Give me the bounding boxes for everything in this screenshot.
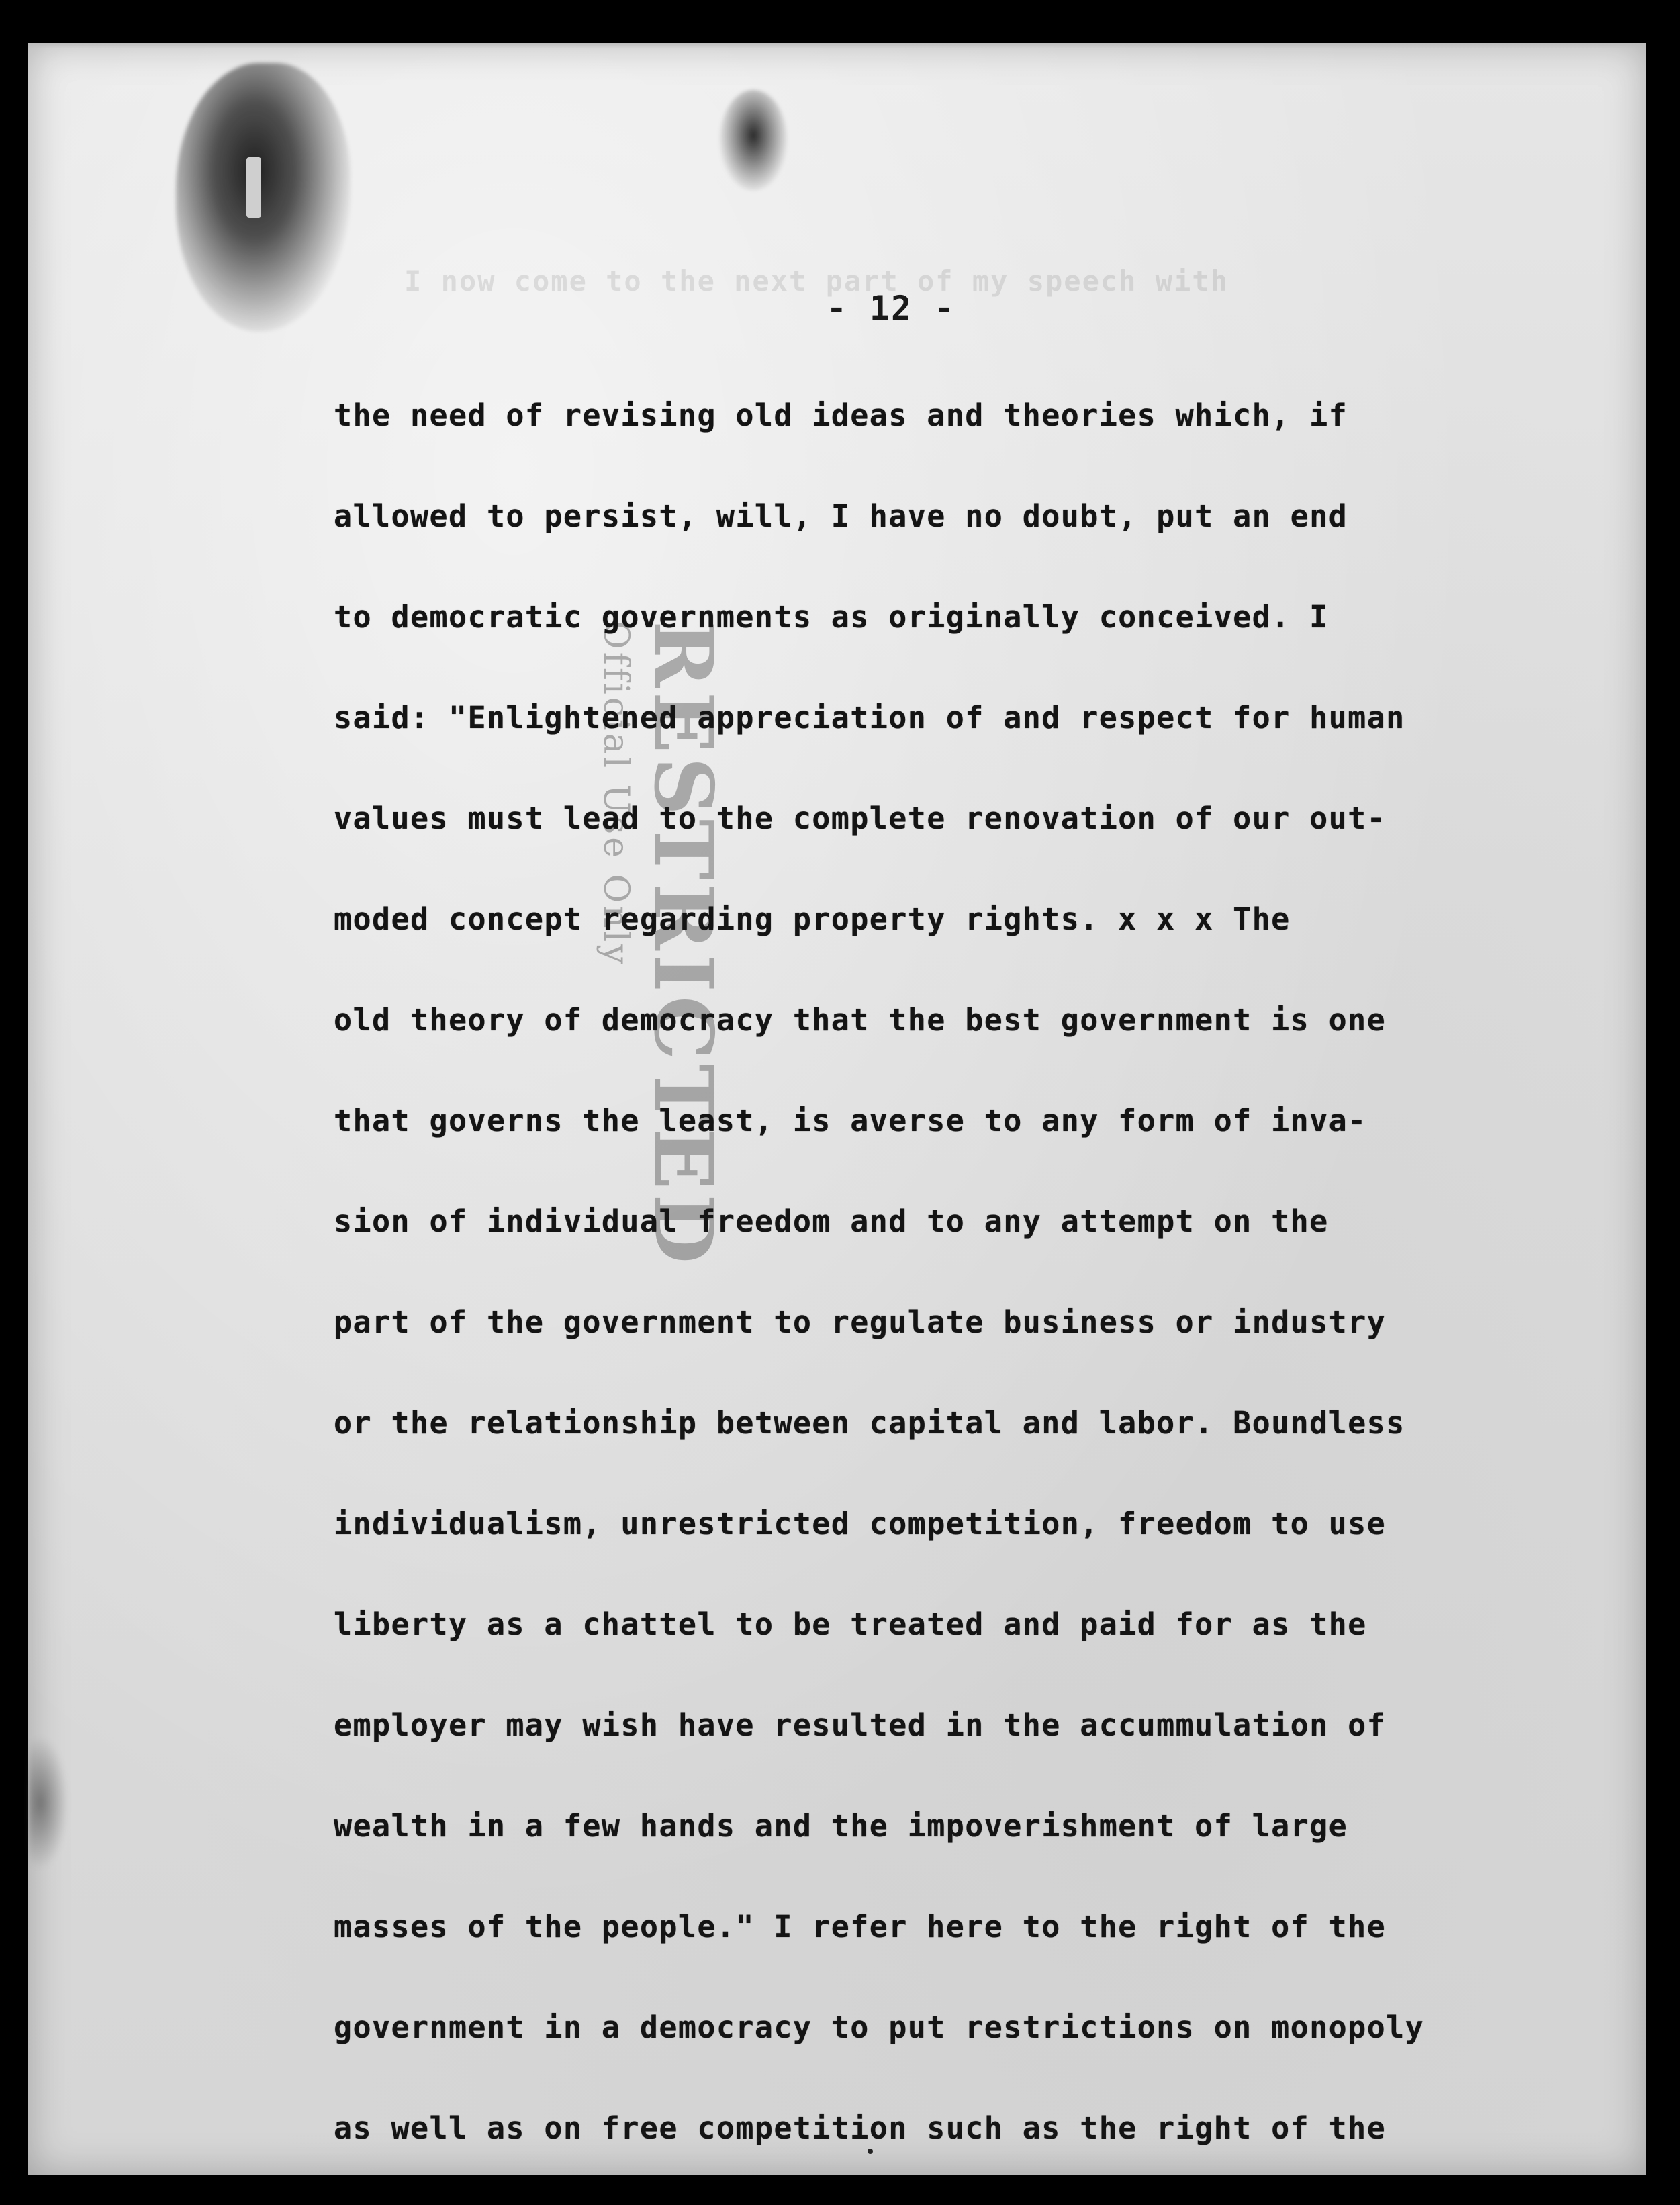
page-number: - 12 - <box>826 289 956 328</box>
text-line: to democratic governments as originally conceived. I <box>334 599 1329 635</box>
stamp-line-1: RESTRICTED <box>636 621 731 1268</box>
text-line: values must lead to the complete renovation of our out- <box>334 801 1387 836</box>
text-line: allowed to persist, will, I have no doubt, put an end <box>334 498 1348 534</box>
text-line: liberty as a chattel to be treated and paid for as the <box>334 1607 1367 1642</box>
text-line: employer may wish have resulted in the accummulation of <box>334 1707 1387 1743</box>
text-line: wealth in a few hands and the impoverishment of large <box>334 1808 1348 1844</box>
text-line: individualism, unrestricted competition, freedom to use <box>334 1506 1387 1541</box>
edge-smudge <box>28 1736 68 1870</box>
text-line: masses of the people." I refer here to the right of the <box>334 1909 1387 1944</box>
burn-mark-center <box>720 90 787 191</box>
text-line: said: "Enlightened appreciation of and respect for human <box>334 700 1405 735</box>
ink-speck <box>868 2149 873 2154</box>
stamp-line-2: Official Use Only <box>596 621 636 967</box>
text-line: as well as on free competition such as the right of the <box>334 2110 1387 2146</box>
document-page <box>28 43 1646 2175</box>
text-line: the need of revising old ideas and theories which, if <box>334 398 1348 433</box>
text-line: that governs the least, is averse to any form of inva- <box>334 1103 1367 1138</box>
paper-top-edge <box>28 43 1646 48</box>
text-line: government in a democracy to put restrictions on monopoly <box>334 2010 1425 2045</box>
text-line: sion of individual freedom and to any attempt on the <box>334 1204 1329 1239</box>
body-text <box>334 389 1609 2202</box>
text-line: or the relationship between capital and labor. Boundless <box>334 1405 1405 1441</box>
bleed-through-text: I now come to the next part of my speech with <box>404 265 1229 298</box>
burn-mark-left <box>176 63 351 332</box>
text-line: old theory of democracy that the best government is one <box>334 1002 1387 1038</box>
staple-slot <box>246 157 261 218</box>
text-line: part of the government to regulate business or industry <box>334 1304 1387 1340</box>
text-line: moded concept regarding property rights. x x x The <box>334 901 1291 937</box>
